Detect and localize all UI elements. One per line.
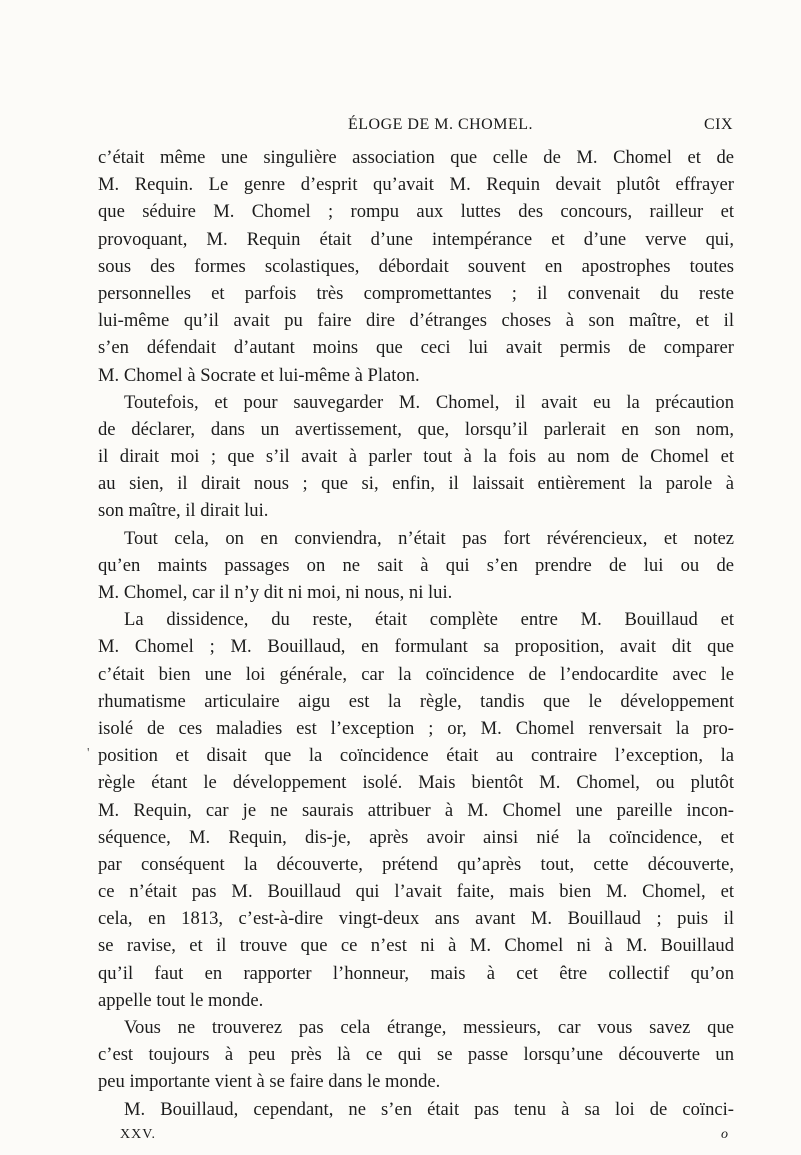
text-line: règle étant le développement isolé. Mais bientôt M. Chomel, ou plutôt xyxy=(98,772,734,794)
text-line: séquence, M. Requin, dis-je, après avoir ainsi nié la coïncidence, et xyxy=(98,826,734,848)
page-number: CIX xyxy=(703,116,733,133)
running-head xyxy=(148,116,733,140)
text-line: personnelles et parfois très compromettantes ; il convenait du reste xyxy=(98,282,734,304)
text-line: M. Chomel à Socrate et lui-même à Platon. xyxy=(98,364,420,386)
text-line: peu importante vient à se faire dans le monde. xyxy=(98,1071,441,1093)
text-line: s’en défendait d’autant moins que ceci lui avait permis de comparer xyxy=(98,337,734,359)
text-line: Tout cela, on en conviendra, n’était pas fort révérencieux, et notez xyxy=(124,527,734,549)
text-line: qu’il faut en rapporter l’honneur, mais à cet être collectif qu’on xyxy=(98,962,734,984)
body-text xyxy=(98,144,734,1123)
text-line: ce n’était pas M. Bouillaud qui l’avait faite, mais bien M. Chomel, et xyxy=(98,881,734,903)
text-line: se ravise, et il trouve que ce n’est ni à M. Chomel ni à M. Bouillaud xyxy=(98,935,734,957)
text-line: La dissidence, du reste, était complète entre M. Bouillaud et xyxy=(124,609,734,631)
text-line: position et disait que la coïncidence était au contraire l’exception, la xyxy=(98,745,734,767)
text-line: de déclarer, dans un avertissement, que, lorsqu’il parlerait en son nom, xyxy=(98,418,734,440)
text-line: Vous ne trouverez pas cela étrange, messieurs, car vous savez que xyxy=(124,1017,734,1038)
running-head-title: ÉLOGE DE M. CHOMEL. xyxy=(347,116,534,133)
text-line: lui-même qu’il avait pu faire dire d’étranges choses à son maître, et il xyxy=(98,310,734,332)
signature-letter: o xyxy=(721,1127,728,1142)
text-line: c’était bien une loi générale, car la coïncidence de l’endocardite avec le xyxy=(98,663,734,685)
text-line: rhumatisme articulaire aigu est la règle, tandis que le développement xyxy=(98,690,734,712)
text-line: sous des formes scolastiques, débordait souvent en apostrophes toutes xyxy=(98,255,734,277)
text-line: au sien, il dirait nous ; que si, enfin, il laissait entièrement la parole à xyxy=(98,473,734,495)
text-line: M. Requin, car je ne saurais attribuer à M. Chomel une pareille incon- xyxy=(98,799,734,821)
text-line: M. Chomel ; M. Bouillaud, en formulant sa proposition, avait dit que xyxy=(98,636,734,658)
text-line: que séduire M. Chomel ; rompu aux luttes des concours, railleur et xyxy=(98,201,734,223)
margin-mark: ' xyxy=(87,746,90,761)
text-line: c’était même une singulière association que celle de M. Chomel et de xyxy=(98,147,734,168)
text-line: Toutefois, et pour sauvegarder M. Chomel, il avait eu la précaution xyxy=(124,391,734,413)
text-line: cela, en 1813, c’est-à-dire vingt-deux ans avant M. Bouillaud ; puis il xyxy=(98,908,734,930)
page-footer xyxy=(120,1127,728,1149)
text-line: M. Chomel, car il n’y dit ni moi, ni nous, ni lui. xyxy=(98,582,453,603)
text-line: M. Requin. Le genre d’esprit qu’avait M. Requin devait plutôt effrayer xyxy=(98,174,734,196)
signature-mark: XXV. xyxy=(120,1127,157,1142)
text-line: qu’en maints passages on ne sait à qui s’en prendre de lui ou de xyxy=(98,554,734,576)
text-line: il dirait moi ; que s’il avait à parler tout à la fois au nom de Chomel et xyxy=(98,446,734,468)
text-line: isolé de ces maladies est l’exception ; or, M. Chomel renversait la pro- xyxy=(98,717,734,739)
text-line: appelle tout le monde. xyxy=(98,989,264,1011)
text-line: c’est toujours à peu près là ce qui se passe lorsqu’une découverte un xyxy=(98,1044,734,1066)
text-line: par conséquent la découverte, prétend qu’après tout, cette découverte, xyxy=(98,853,734,875)
text-line: M. Bouillaud, cependant, ne s’en était pas tenu à sa loi de coïnci- xyxy=(124,1098,734,1120)
text-line: son maître, il dirait lui. xyxy=(98,500,269,522)
text-line: provoquant, M. Requin était d’une intempérance et d’une verve qui, xyxy=(98,228,734,250)
